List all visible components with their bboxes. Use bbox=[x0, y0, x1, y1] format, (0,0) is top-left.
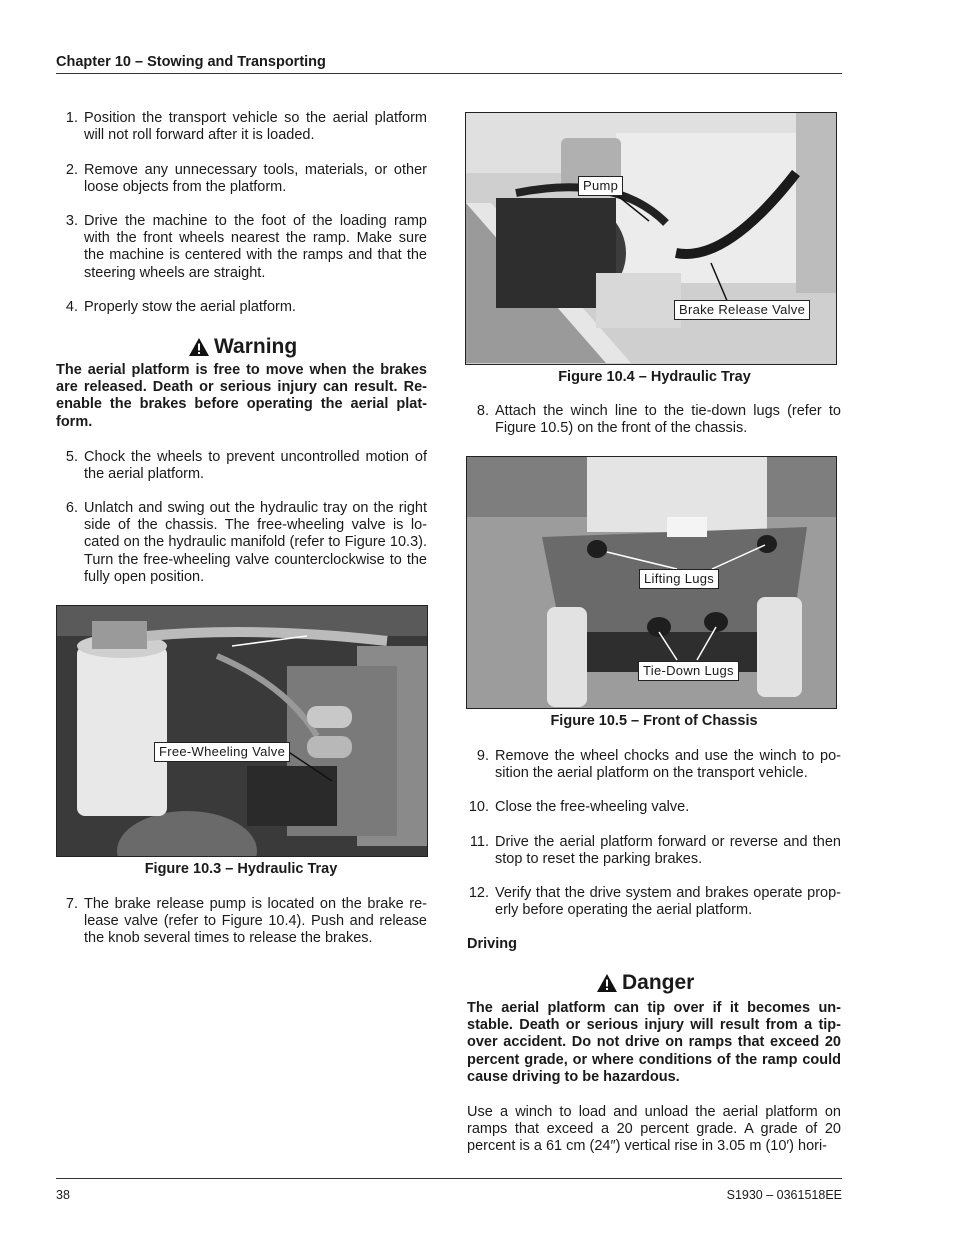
step-text: Remove the wheel chocks and use the winch to po-sition the aerial platform on the transport vehicle. bbox=[495, 748, 841, 782]
step-number: 10. bbox=[468, 799, 489, 815]
danger-triangle-icon bbox=[596, 973, 618, 993]
closing-paragraph: Use a winch to load and unload the aerial platform on ramps that exceed a 20 percent grade. A grade of 20 percent is a 61 cm (24″) vertical rise in 3.05 m (10′) hori- bbox=[467, 1104, 841, 1155]
pump-label: Pump bbox=[578, 176, 623, 196]
step-text: Unlatch and swing out the hydraulic tray on the right side of the chassis. The free-wheeling valve is lo-cated on the hydraulic manifold (refer to Figure 10.3). Turn the free-wheeling valve counterclockwise to the fully open position. bbox=[84, 500, 427, 585]
step-number: 1. bbox=[65, 110, 78, 126]
step-number: 11. bbox=[469, 834, 489, 850]
driving-heading: Driving bbox=[467, 936, 517, 952]
lifting-lugs-label: Lifting Lugs bbox=[639, 569, 719, 589]
danger-heading bbox=[596, 971, 694, 995]
tie-down-lugs-label: Tie-Down Lugs bbox=[638, 661, 739, 681]
danger-body: The aerial platform can tip over if it becomes un-stable. Death or serious injury will result from a tip-over accident. Do not drive on ramps that exceed 20 percent grade, or where conditions of the ramp could cause driving to be hazardous. bbox=[467, 1000, 841, 1085]
warning-triangle-icon bbox=[188, 337, 210, 357]
step-number: 12. bbox=[468, 885, 489, 901]
step-text: Properly stow the aerial platform. bbox=[84, 299, 296, 315]
warning-body: The aerial platform is free to move when the brakes are released. Death or serious injury can result. Re-enable the brakes before operating the aerial plat-form. bbox=[56, 362, 427, 430]
step-text: Attach the winch line to the tie-down lugs (refer to Figure 10.5) on the front of the chassis. bbox=[495, 403, 841, 437]
step-text: The brake release pump is located on the brake re-lease valve (refer to Figure 10.4). Push and release the knob several times to release the brakes. bbox=[84, 896, 427, 947]
page-number: 38 bbox=[56, 1188, 70, 1202]
step-number: 2. bbox=[65, 162, 78, 178]
step-text: Drive the aerial platform forward or reverse and then stop to reset the parking brakes. bbox=[495, 834, 841, 868]
chapter-title: Chapter 10 – Stowing and Transporting bbox=[56, 54, 326, 70]
header-divider bbox=[56, 73, 842, 74]
step-text: Remove any unnecessary tools, materials, or other loose objects from the platform. bbox=[84, 162, 427, 196]
figure-10-5-photo bbox=[466, 456, 837, 709]
step-text: Close the free-wheeling valve. bbox=[495, 799, 690, 815]
step-number: 5. bbox=[65, 449, 78, 465]
document-id: S1930 – 0361518EE bbox=[726, 1188, 842, 1202]
step-number: 9. bbox=[476, 748, 489, 764]
step-number: 6. bbox=[65, 500, 78, 516]
figure-10-3-caption: Figure 10.3 – Hydraulic Tray bbox=[144, 861, 338, 877]
figure-10-5-caption: Figure 10.5 – Front of Chassis bbox=[550, 713, 758, 729]
danger-heading-text: Danger bbox=[622, 971, 695, 994]
step-number: 3. bbox=[65, 213, 78, 229]
warning-heading bbox=[188, 335, 297, 359]
warning-heading-text: Warning bbox=[214, 335, 298, 358]
figure-10-4-caption: Figure 10.4 – Hydraulic Tray bbox=[558, 369, 751, 385]
figure-10-3-photo bbox=[56, 605, 428, 857]
step-number: 8. bbox=[476, 403, 489, 419]
brake-release-valve-label: Brake Release Valve bbox=[674, 300, 810, 320]
figure-10-4-photo bbox=[465, 112, 837, 365]
free-wheeling-valve-label: Free-Wheeling Valve bbox=[154, 742, 290, 762]
step-text: Position the transport vehicle so the aerial platform will not roll forward after it is loaded. bbox=[84, 110, 427, 144]
step-text: Verify that the drive system and brakes operate prop-erly before operating the aerial platform. bbox=[495, 885, 841, 919]
step-number: 7. bbox=[65, 896, 78, 912]
step-text: Drive the machine to the foot of the loading ramp with the front wheels nearest the ramp. Make sure the machine is centered with the ramps and that the steering wheels are straight. bbox=[84, 213, 427, 281]
footer-divider bbox=[56, 1178, 842, 1179]
step-text: Chock the wheels to prevent uncontrolled motion of the aerial platform. bbox=[84, 449, 427, 483]
step-number: 4. bbox=[65, 299, 78, 315]
